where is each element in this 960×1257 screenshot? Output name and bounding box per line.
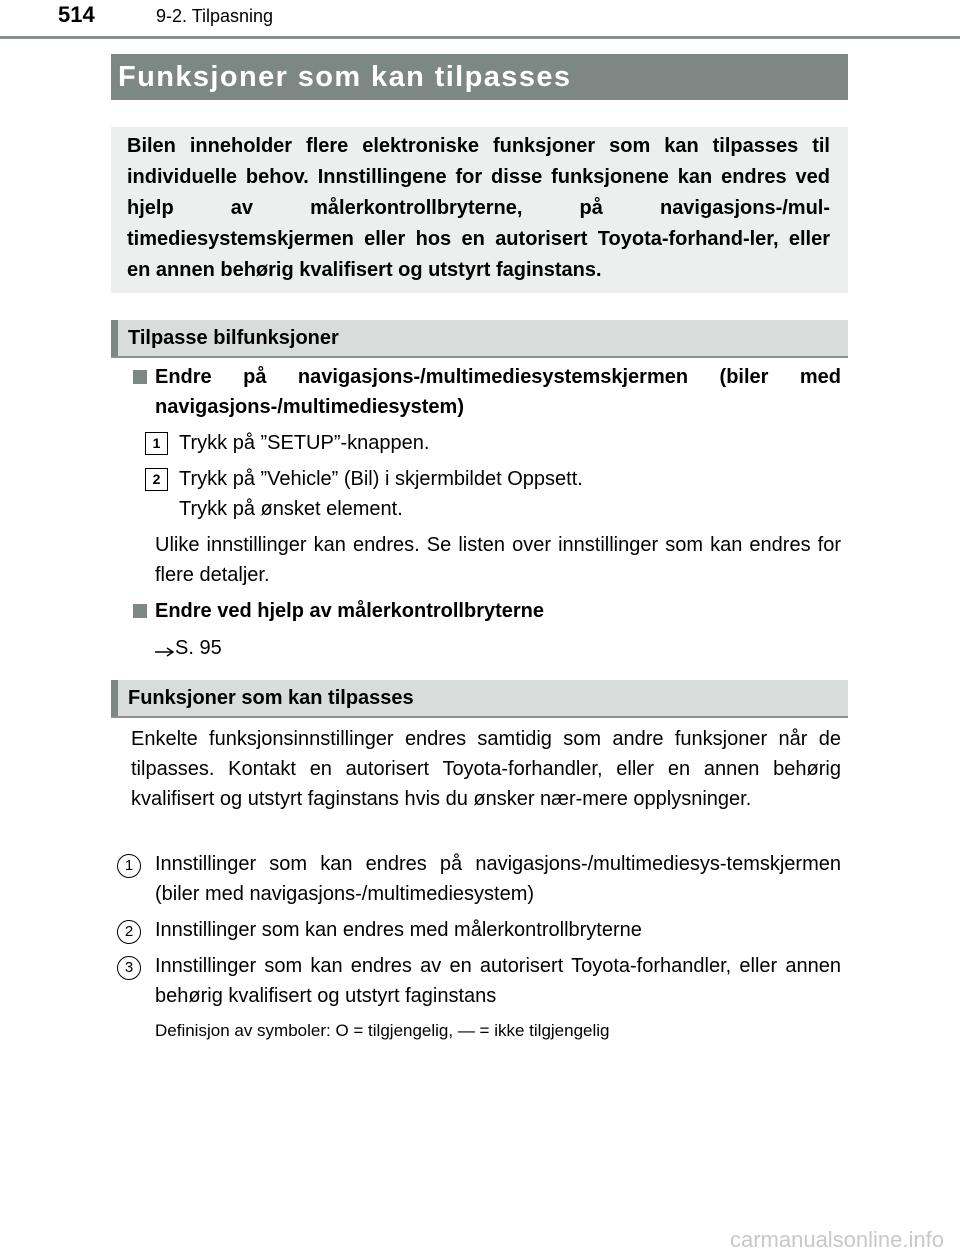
step-text-2-extra: Trykk på ønsket element. — [179, 498, 403, 520]
step-text-2: Trykk på ”Vehicle” (Bil) i skjermbildet Oppsett. — [179, 468, 583, 490]
intro-text: Bilen inneholder flere elektroniske funksjoner som kan tilpasses til individuelle behov. Innstillingene for disse funksjonene kan endres ved hjelp av målerkontrollbryterne, på navigasjons-/mul-timediesystemskjermen eller hos en autorisert Toyota-forhand-ler, eller en annen behørig kvalifisert og utstyrt faginstans. — [127, 135, 830, 281]
list-item-3: Innstillinger som kan endres av en autorisert Toyota-forhandler, eller annen behørig kvalifisert og utstyrt faginstans — [155, 955, 841, 1007]
arrow-right-icon — [155, 647, 175, 657]
intro-box — [111, 127, 848, 293]
section-heading-funksjoner — [111, 680, 848, 716]
bullet-square-icon — [133, 370, 147, 384]
page-number: 514 — [58, 2, 95, 27]
watermark: carmanualsonline.info — [729, 1227, 944, 1252]
step-text-1: Trykk på ”SETUP”-knappen. — [179, 432, 430, 454]
circled-number-1: 1 — [117, 854, 141, 878]
chapter-label: 9-2. Tilpasning — [156, 6, 274, 26]
step-number-2: 2 — [145, 468, 168, 491]
page-reference-link[interactable]: S. 95 — [175, 637, 222, 659]
circled-number-3: 3 — [117, 956, 141, 980]
step-number-1: 1 — [145, 432, 168, 455]
list-item-2: Innstillinger som kan endres med målerkontrollbryterne — [155, 919, 642, 941]
section-heading-label: Funksjoner som kan tilpasses — [128, 687, 414, 709]
header-rule — [0, 36, 960, 39]
bullet-square-icon — [133, 604, 147, 618]
symbols-definition: Definisjon av symboler: O = tilgjengelig, — = ikke tilgjengelig — [155, 1021, 610, 1040]
circled-number-2: 2 — [117, 920, 141, 944]
section-paragraph: Enkelte funksjonsinnstillinger endres samtidig som andre funksjoner når de tilpasses. Kontakt en autorisert Toyota-forhandler, eller en annen behørig kvalifisert og utstyrt faginstans hvis du ønsker nær-mere opplysninger. — [131, 728, 841, 810]
section-heading-label: Tilpasse bilfunksjoner — [128, 327, 339, 349]
section-heading-tilpasse — [111, 320, 848, 356]
list-item-1: Innstillinger som kan endres på navigasjons-/multimediesys-temskjermen (biler med navigasjons-/multimediesystem) — [155, 853, 841, 905]
item-heading-navigation: Endre på navigasjons-/multimediesystemskjermen (biler med navigasjons-/multimediesystem) — [155, 366, 841, 418]
page-title: Funksjoner som kan tilpasses — [111, 54, 848, 100]
step-note: Ulike innstillinger kan endres. Se listen over innstillinger som kan endres for flere detaljer. — [155, 534, 841, 586]
item-heading-meter-switches: Endre ved hjelp av målerkontrollbryterne — [155, 600, 545, 622]
